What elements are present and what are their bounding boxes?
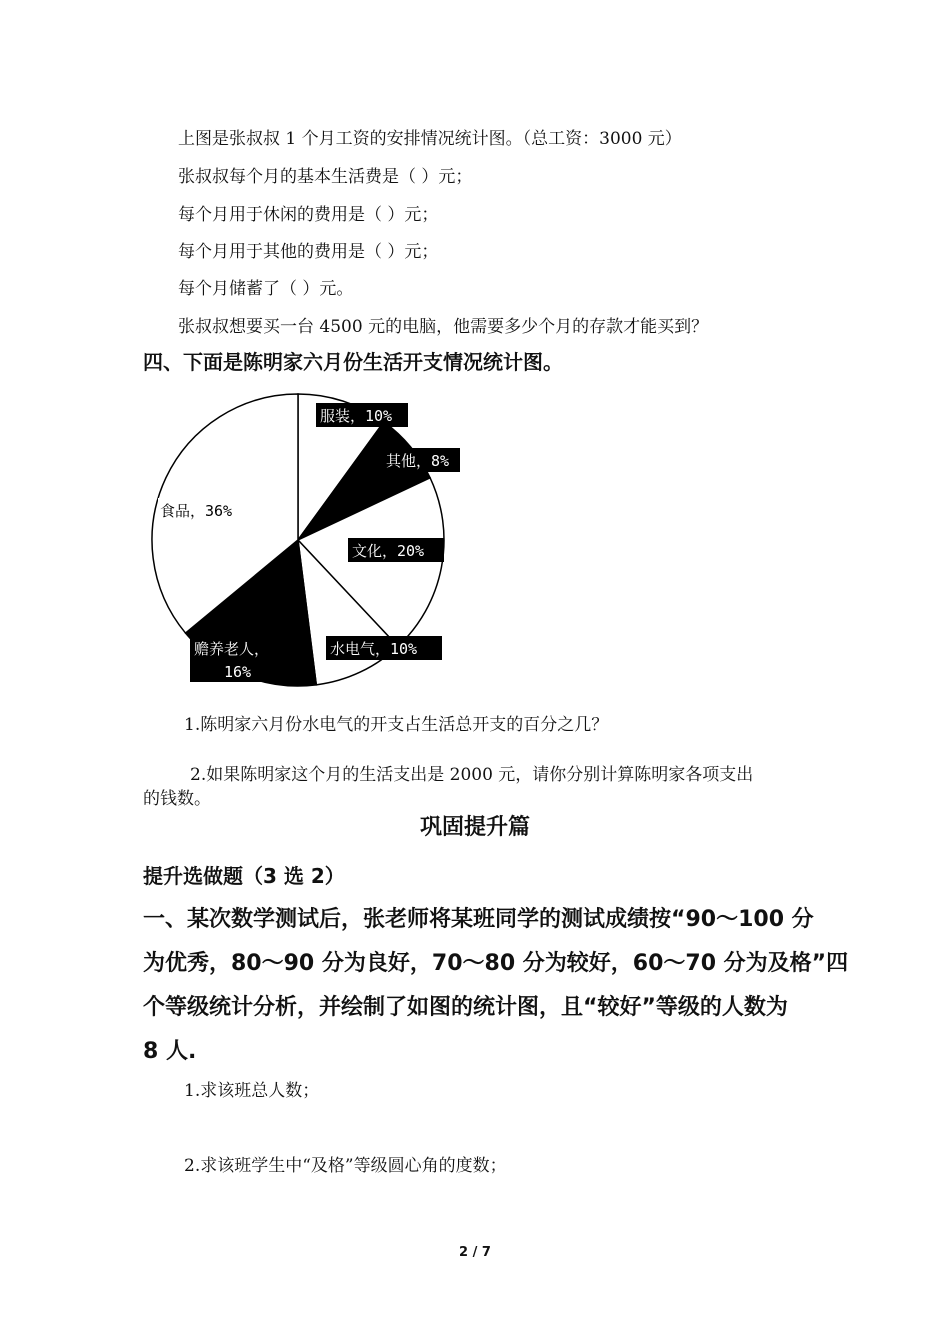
part-subtitle: 提升选做题（3 选 2） — [143, 864, 345, 888]
section4-title: 四、下面是陈明家六月份生活开支情况统计图。 — [143, 350, 563, 374]
other-question: 每个月用于其他的费用是（ ）元； — [178, 242, 439, 262]
part-question2: 2.求该班学生中“及格”等级圆心角的度数； — [184, 1156, 507, 1176]
food-label: 食品，36% — [160, 502, 233, 520]
problem-line-2: 为优秀，80～90 分为良好，70～80 分为较好，60～70 分为及格”四 — [143, 951, 849, 976]
problem-line-1: 一、某次数学测试后，张老师将某班同学的测试成绩按“90～100 分 — [143, 907, 814, 932]
salary-intro-line: 上图是张叔叔 1 个月工资的安排情况统计图。（总工资：3000 元） — [178, 129, 682, 149]
leisure-question: 每个月用于休闲的费用是（ ）元； — [178, 205, 439, 225]
part-title: 巩固提升篇 — [419, 815, 530, 840]
elder-label-line2: 16% — [224, 663, 252, 681]
section4-question2-line2: 的钱数。 — [143, 789, 211, 809]
culture-label: 文化，20% — [352, 542, 425, 560]
section4-question2-line1: 2.如果陈明家这个月的生活支出是 2000 元，请你分别计算陈明家各项支出 — [190, 765, 754, 785]
basic-living-question: 张叔叔每个月的基本生活费是（ ）元； — [178, 167, 473, 187]
section4-question1: 1.陈明家六月份水电气的开支占生活总开支的百分之几？ — [184, 715, 609, 735]
savings-question: 每个月储蓄了（ ）元。 — [178, 279, 354, 299]
clothing-label: 服装，10% — [320, 407, 393, 425]
problem-line-4: 8 人. — [143, 1039, 197, 1064]
other-label: 其他，8% — [386, 452, 450, 470]
problem-line-3: 个等级统计分析，并绘制了如图的统计图，且“较好”等级的人数为 — [143, 995, 788, 1020]
utilities-label: 水电气，10% — [330, 640, 418, 658]
part-question1: 1.求该班总人数； — [184, 1081, 320, 1101]
spending-pie-chart — [140, 390, 460, 690]
elder-label-line1: 赡养老人， — [194, 640, 270, 658]
computer-question: 张叔叔想要买一台 4500 元的电脑，他需要多少个月的存款才能买到？ — [178, 317, 709, 337]
page-number: 2 / 7 — [459, 1245, 491, 1260]
